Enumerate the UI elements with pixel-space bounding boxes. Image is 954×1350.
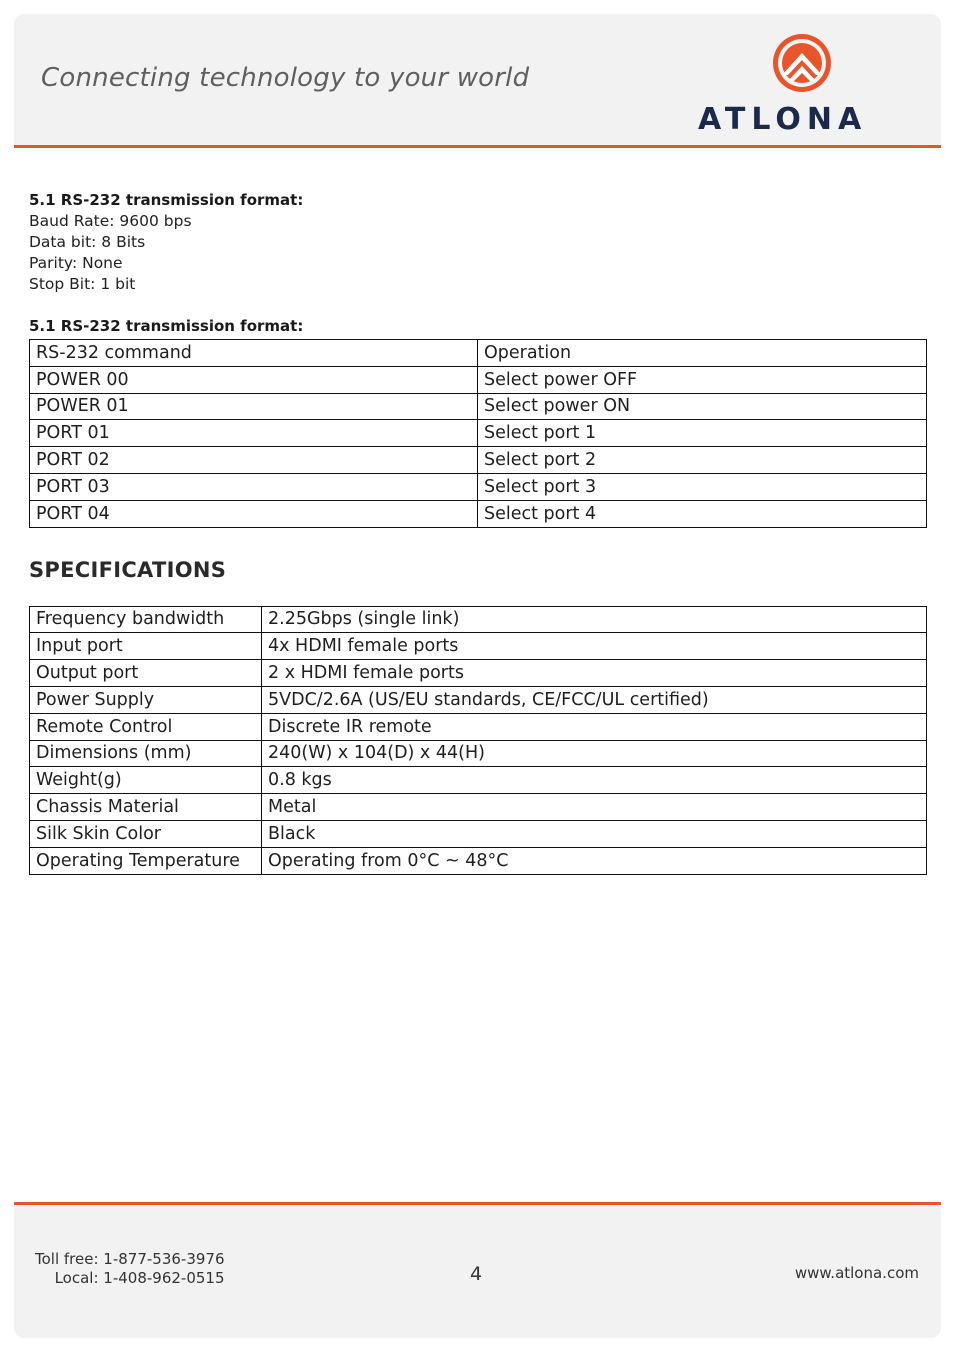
page-header xyxy=(14,14,941,148)
table-cell: Remote Control xyxy=(30,713,262,740)
parity-line: Parity: None xyxy=(29,254,123,272)
stop-bit-line: Stop Bit: 1 bit xyxy=(29,275,136,293)
table-row xyxy=(30,420,927,447)
specifications-table xyxy=(29,606,927,875)
table-cell: Select port 1 xyxy=(478,420,927,447)
specifications-title: SPECIFICATIONS xyxy=(29,557,227,582)
baud-rate-line: Baud Rate: 9600 bps xyxy=(29,212,192,230)
contact-phones xyxy=(35,1250,225,1288)
table-cell: Dimensions (mm) xyxy=(30,740,262,767)
toll-free-number: Toll free: 1-877-536-3976 xyxy=(35,1250,225,1268)
table-cell: RS-232 command xyxy=(30,340,478,367)
table-row xyxy=(30,473,927,500)
table-row xyxy=(30,847,927,874)
table-cell: Metal xyxy=(262,794,927,821)
rs232-format-heading: 5.1 RS-232 transmission format: xyxy=(29,191,304,209)
table-row xyxy=(30,606,927,633)
table-row xyxy=(30,340,927,367)
table-cell: Black xyxy=(262,820,927,847)
table-cell: Weight(g) xyxy=(30,767,262,794)
table-cell: Select power ON xyxy=(478,393,927,420)
table-cell: Select port 4 xyxy=(478,500,927,527)
table-cell: 2.25Gbps (single link) xyxy=(262,606,927,633)
table-cell: PORT 03 xyxy=(30,473,478,500)
table-cell: Frequency bandwidth xyxy=(30,606,262,633)
table-cell: PORT 01 xyxy=(30,420,478,447)
table-cell: Input port xyxy=(30,633,262,660)
table-row xyxy=(30,820,927,847)
table-row xyxy=(30,366,927,393)
page-footer xyxy=(14,1202,941,1338)
brand-wordmark: ATLONA xyxy=(698,102,868,137)
table-row xyxy=(30,767,927,794)
table-cell: POWER 01 xyxy=(30,393,478,420)
table-row xyxy=(30,660,927,687)
table-cell: 0.8 kgs xyxy=(262,767,927,794)
table-cell: Operating Temperature xyxy=(30,847,262,874)
table-cell: PORT 04 xyxy=(30,500,478,527)
table-row xyxy=(30,633,927,660)
table-row xyxy=(30,794,927,821)
table-cell: Discrete IR remote xyxy=(262,713,927,740)
table-row xyxy=(30,500,927,527)
table-row xyxy=(30,713,927,740)
local-number: Local: 1-408-962-0515 xyxy=(54,1269,225,1287)
table-row xyxy=(30,447,927,474)
table-cell: 5VDC/2.6A (US/EU standards, CE/FCC/UL certified) xyxy=(262,686,927,713)
command-table-heading: 5.1 RS-232 transmission format: xyxy=(29,317,304,335)
table-row xyxy=(30,393,927,420)
table-cell: Select power OFF xyxy=(478,366,927,393)
table-cell: POWER 00 xyxy=(30,366,478,393)
table-cell: Silk Skin Color xyxy=(30,820,262,847)
data-bit-line: Data bit: 8 Bits xyxy=(29,233,146,251)
table-row xyxy=(30,686,927,713)
table-row xyxy=(30,740,927,767)
table-cell: Chassis Material xyxy=(30,794,262,821)
table-cell: 4x HDMI female ports xyxy=(262,633,927,660)
main-content xyxy=(29,190,927,875)
rs232-command-table xyxy=(29,339,927,528)
table-cell: Operation xyxy=(478,340,927,367)
page-number: 4 xyxy=(470,1263,483,1285)
table-cell: 2 x HDMI female ports xyxy=(262,660,927,687)
table-cell: Output port xyxy=(30,660,262,687)
table-cell: PORT 02 xyxy=(30,447,478,474)
table-cell: Select port 2 xyxy=(478,447,927,474)
table-cell: Select port 3 xyxy=(478,473,927,500)
table-cell: Operating from 0°C ~ 48°C xyxy=(262,847,927,874)
website-link[interactable]: www.atlona.com xyxy=(794,1264,919,1282)
tagline: Connecting technology to your world xyxy=(41,63,530,93)
table-cell: Power Supply xyxy=(30,686,262,713)
atlona-logo-icon xyxy=(772,33,832,93)
table-cell: 240(W) x 104(D) x 44(H) xyxy=(262,740,927,767)
